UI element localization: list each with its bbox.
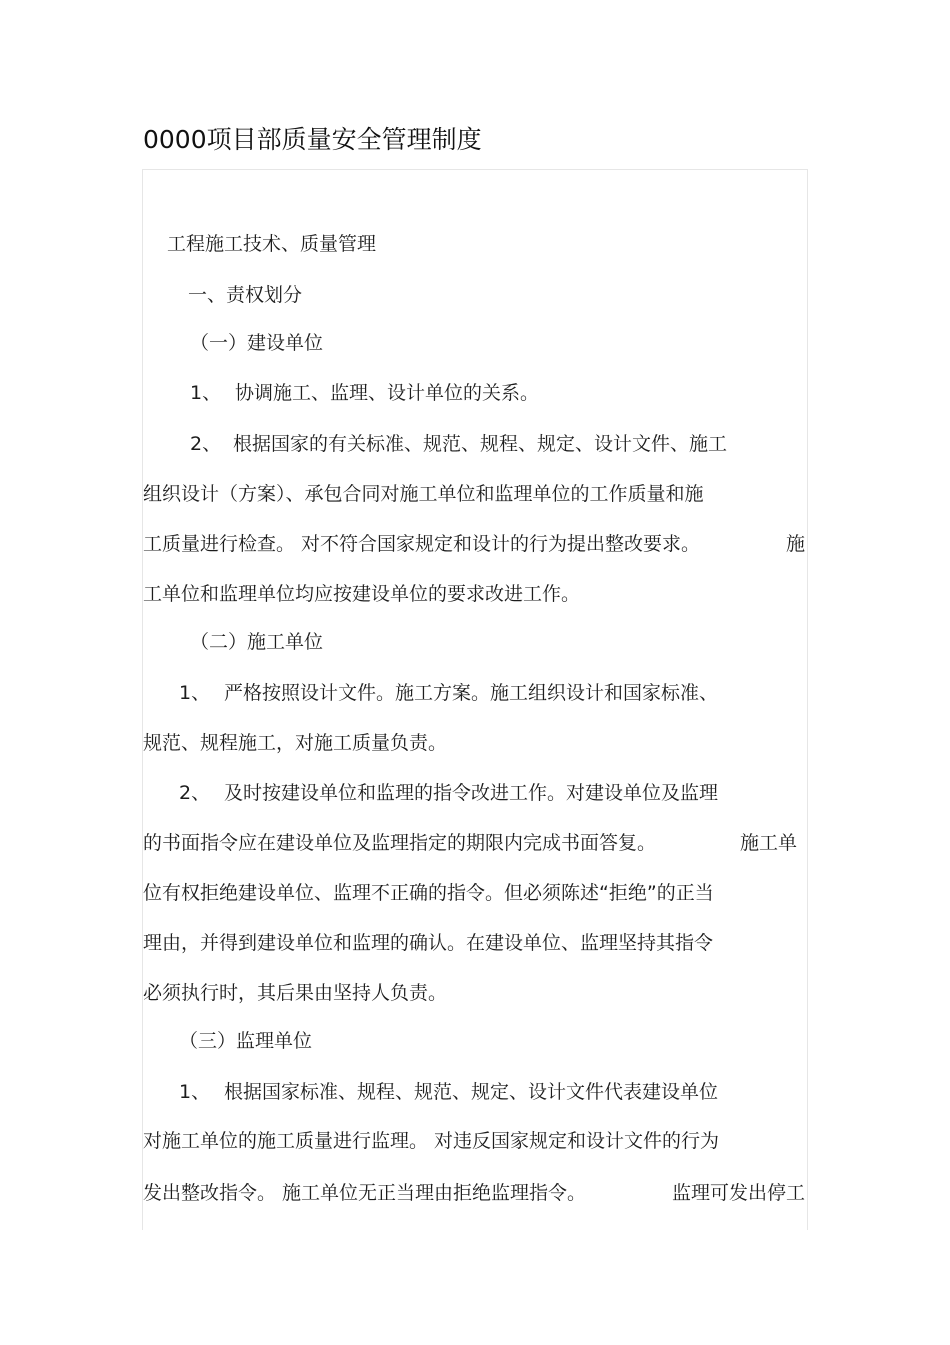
owner-item2-line1: 根据国家的有关标准、规范、规程、规定、设计文件、施工	[233, 433, 728, 455]
owner-item2-line4: 工单位和监理单位均应按建设单位的要求改进工作。	[143, 583, 581, 605]
owner-item2-line3-tail: 施	[785, 533, 805, 555]
contractor-item2-line5: 必须执行时，其后果由坚持人负责。	[143, 982, 448, 1004]
contractor-item2-line2: 的书面指令应在建设单位及监理指定的期限内完成书面答复。	[143, 832, 657, 854]
owner-item2-line2: 组织设计（方案）、承包合同对施工单位和监理单位的工作质量和施	[143, 483, 704, 505]
supervisor-item1-line3-tail: 监理可发出停工	[671, 1182, 805, 1204]
document-title: 0000项目部质量安全管理制度	[143, 125, 482, 154]
supervisor-item1-line3-main: 发出整改指令。 施工单位无正当理由拒绝监理指令。	[143, 1182, 587, 1204]
owner-item1-text: 协调施工、监理、设计单位的关系。	[235, 382, 540, 404]
owner-item2-number: 2、	[190, 433, 222, 455]
contractor-item2-line3: 位有权拒绝建设单位、监理不正确的指令。但必须陈述“拒绝”的正当	[143, 882, 714, 904]
owner-item1-number: 1、	[190, 382, 222, 404]
owner-item2-line3-main: 工质量进行检查。 对不符合国家规定和设计的行为提出整改要求。	[143, 533, 701, 555]
subheading-supervision-unit: （三）监理单位	[179, 1030, 313, 1052]
owner-item2-line3	[143, 530, 805, 558]
section-title: 工程施工技术、质量管理	[167, 233, 377, 255]
heading-responsibility: 一、责权划分	[188, 284, 303, 306]
supervisor-item1-number: 1、	[179, 1081, 211, 1103]
contractor-item2-line4: 理由，并得到建设单位和监理的确认。在建设单位、监理坚持其指令	[143, 932, 714, 954]
supervisor-item1-line2: 对施工单位的施工质量进行监理。 对违反国家规定和设计文件的行为	[143, 1130, 720, 1152]
supervisor-item1-line1: 根据国家标准、规程、规范、规定、设计文件代表建设单位	[224, 1081, 719, 1103]
contractor-item1-line1: 严格按照设计文件。施工方案。施工组织设计和国家标准、	[224, 682, 719, 704]
contractor-item2-line2-tail: 施工单	[740, 832, 798, 854]
subheading-construction-unit: （二）施工单位	[190, 631, 324, 653]
supervisor-item1-line3	[143, 1179, 805, 1207]
contractor-item2-number: 2、	[179, 782, 211, 804]
contractor-item1-line2: 规范、规程施工，对施工质量负责。	[143, 732, 448, 754]
subheading-owner-unit: （一）建设单位	[190, 332, 324, 354]
contractor-item2-line1: 及时按建设单位和监理的指令改进工作。对建设单位及监理	[224, 782, 719, 804]
contractor-item1-number: 1、	[179, 682, 211, 704]
